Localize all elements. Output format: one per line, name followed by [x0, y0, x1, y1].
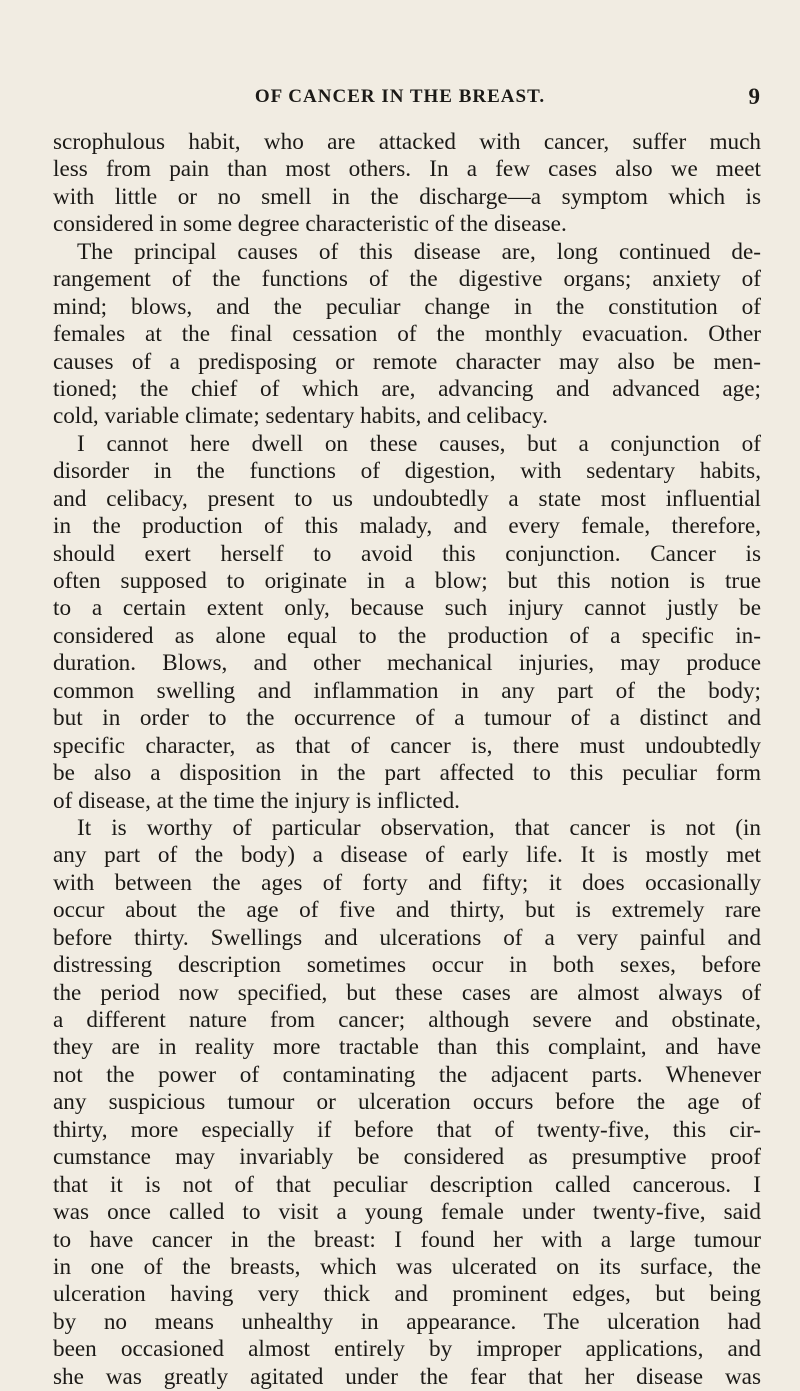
text-line: The principal causes of this disease are, long continued de-	[77, 238, 761, 265]
text-line: with little or no smell in the discharge—a symptom which is	[53, 183, 761, 210]
text-line: she was greatly agitated under the fear that her disease was	[53, 1363, 761, 1390]
text-line: It is worthy of particular observation, that cancer is not (in	[77, 814, 761, 841]
text-line: should exert herself to avoid this conjunction. Cancer is	[53, 540, 761, 567]
text-line: to have cancer in the breast: I found her with a large tumour	[53, 1226, 761, 1253]
text-line: occur about the age of five and thirty, but is extremely rare	[53, 897, 761, 924]
text-line: not the power of contaminating the adjacent parts. Whenever	[53, 1061, 761, 1088]
text-line: been occasioned almost entirely by improper applications, and	[53, 1336, 761, 1363]
page-header	[40, 86, 760, 114]
text-line: before thirty. Swellings and ulcerations of a very painful and	[53, 924, 761, 951]
text-line: ulceration having very thick and prominent edges, but being	[53, 1281, 761, 1308]
text-line: by no means unhealthy in appearance. The ulceration had	[53, 1308, 761, 1335]
text-line: mind; blows, and the peculiar change in the constitution of	[53, 293, 761, 320]
text-line: any part of the body) a disease of early life. It is mostly met	[53, 842, 761, 869]
text-line: I cannot here dwell on these causes, but a conjunction of	[77, 430, 761, 457]
text-line: scrophulous habit, who are attacked with cancer, suffer much	[53, 129, 761, 155]
running-head: OF CANCER IN THE BREAST.	[254, 86, 546, 107]
body-text	[53, 129, 761, 1391]
text-line: duration. Blows, and other mechanical injuries, may produce	[53, 650, 761, 677]
page-number: 9	[748, 84, 760, 109]
text-line: often supposed to originate in a blow; but this notion is true	[53, 568, 761, 594]
text-line: that it is not of that peculiar description called cancerous. I	[53, 1171, 761, 1198]
text-line: cumstance may invariably be considered as presumptive proof	[53, 1144, 761, 1171]
text-line: females at the final cessation of the monthly evacuation. Other	[53, 321, 761, 348]
text-line: to a certain extent only, because such injury cannot justly be	[53, 595, 761, 622]
text-line: considered in some degree characteristic of the disease.	[53, 211, 567, 238]
text-line: cold, variable climate; sedentary habits, and celibacy.	[53, 403, 548, 430]
text-line: in one of the breasts, which was ulcerated on its surface, the	[53, 1253, 761, 1280]
text-line: they are in reality more tractable than this complaint, and have	[53, 1034, 761, 1061]
text-line: thirty, more especially if before that of twenty-five, this cir-	[53, 1116, 761, 1143]
text-line: with between the ages of forty and fifty; it does occasionally	[53, 869, 761, 896]
text-line: tioned; the chief of which are, advancing and advanced age;	[53, 375, 761, 402]
text-line: distressing description sometimes occur in both sexes, before	[53, 952, 761, 979]
text-line: in the production of this malady, and every female, therefore,	[53, 513, 761, 540]
text-line: and celibacy, present to us undoubtedly a state most influential	[53, 485, 761, 512]
text-line: common swelling and inflammation in any part of the body;	[53, 677, 761, 704]
text-line: specific character, as that of cancer is, there must undoubtedly	[53, 732, 761, 759]
text-line: of disease, at the time the injury is inflicted.	[53, 787, 460, 814]
text-line: disorder in the functions of digestion, with sedentary habits,	[53, 458, 761, 485]
text-line: was once called to visit a young female under twenty-five, said	[53, 1199, 761, 1226]
text-line: any suspicious tumour or ulceration occurs before the age of	[53, 1089, 761, 1116]
text-line: less from pain than most others. In a few cases also we meet	[53, 156, 761, 183]
text-line: but in order to the occurrence of a tumour of a distinct and	[53, 705, 761, 732]
text-line: rangement of the functions of the digestive organs; anxiety of	[53, 266, 761, 293]
text-line: considered as alone equal to the production of a specific in-	[53, 622, 761, 649]
text-line: be also a disposition in the part affected to this peculiar form	[53, 760, 761, 787]
text-line: causes of a predisposing or remote character may also be men-	[53, 348, 761, 375]
text-line: a different nature from cancer; although severe and obstinate,	[53, 1007, 761, 1033]
text-line: the period now specified, but these cases are almost always of	[53, 979, 761, 1006]
